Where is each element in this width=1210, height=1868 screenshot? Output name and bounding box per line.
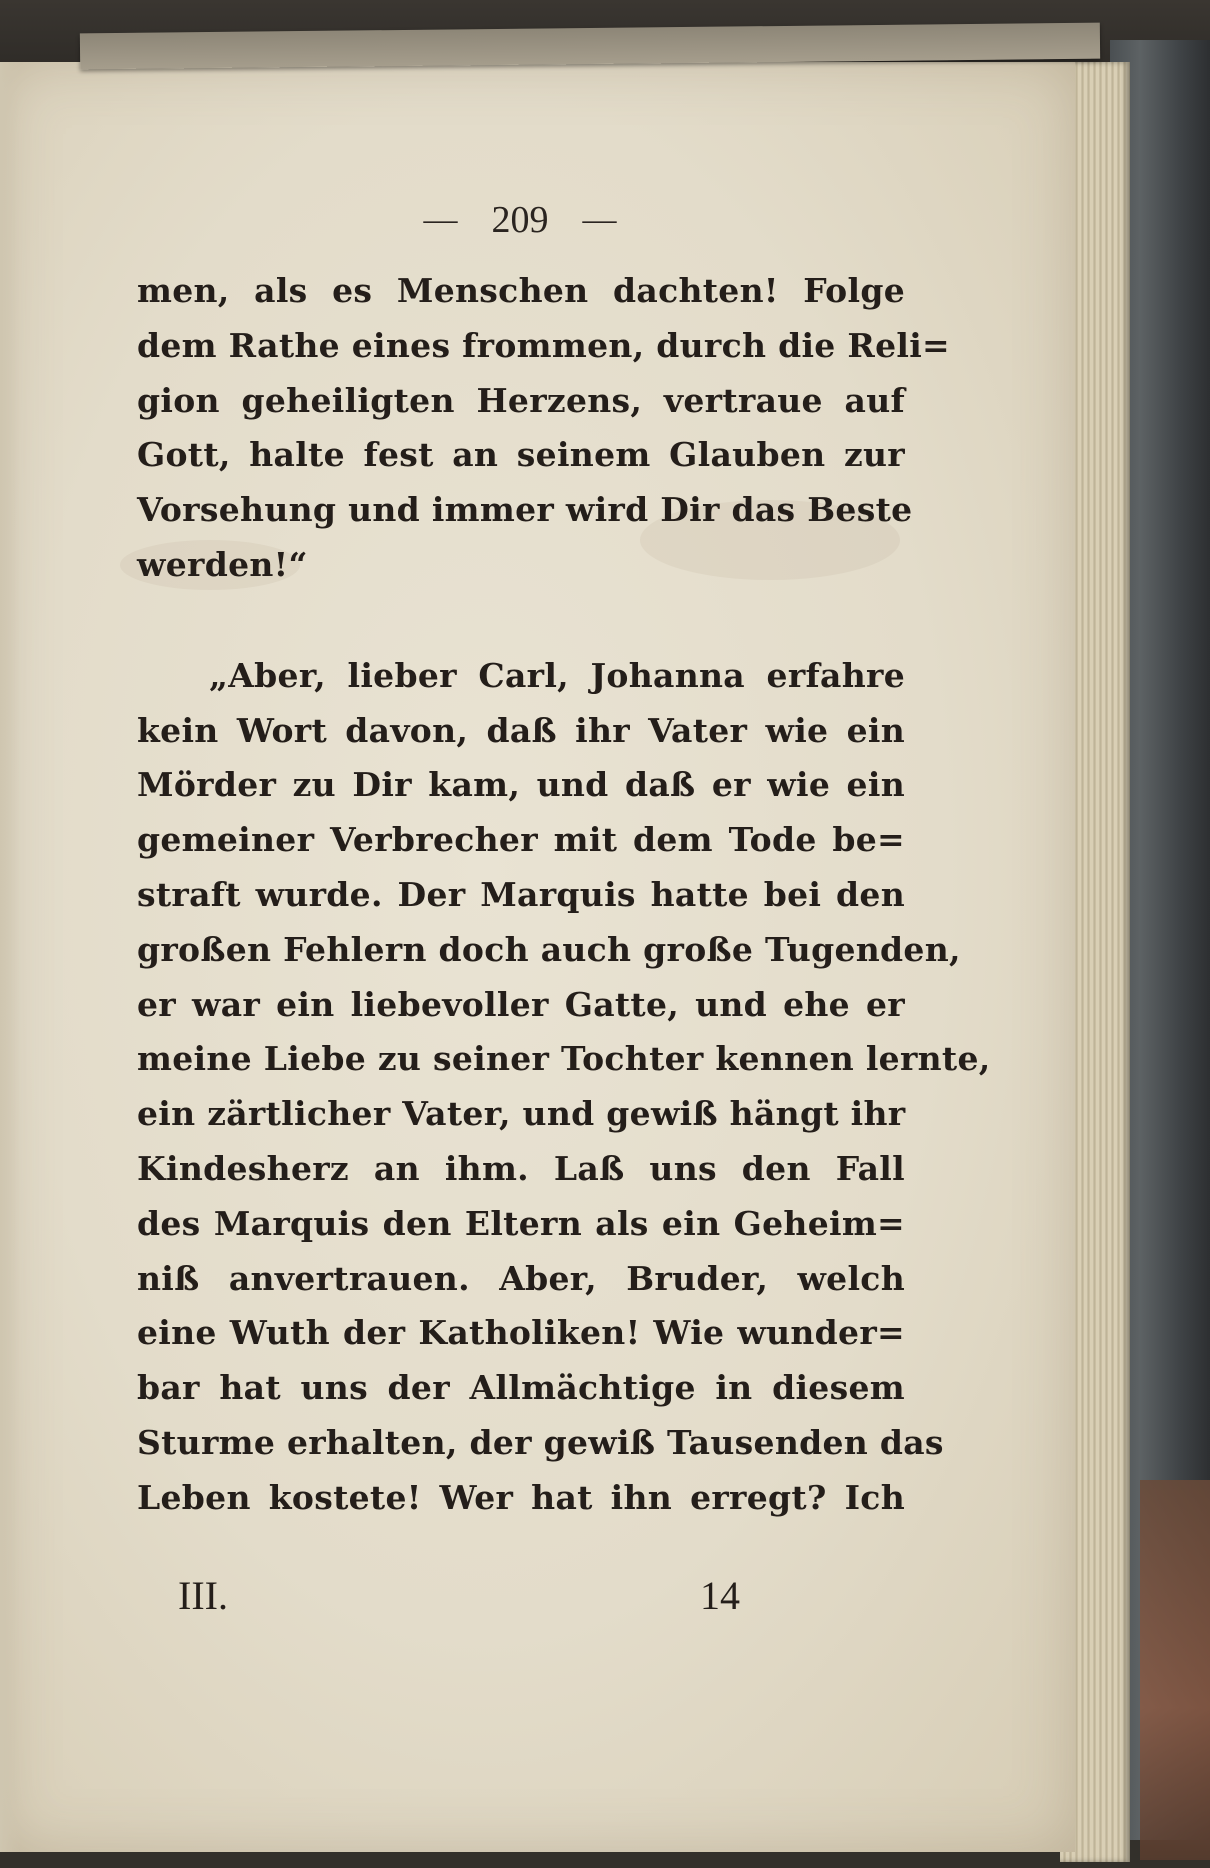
page-header (370, 190, 670, 250)
text-line: „Aber, lieber Carl, Johanna erfahre (209, 655, 905, 695)
gathering-number: 14 (700, 1573, 740, 1618)
text-line: ein zärtlicher Vater, und gewiß hängt ihr (137, 1094, 906, 1134)
page-number: 209 (491, 199, 549, 241)
page-gutter-shade (0, 62, 20, 1852)
text-line: werden!“ (137, 544, 308, 584)
text-line: großen Fehlern doch auch große Tugenden, (137, 929, 961, 969)
text-line: bar hat uns der Allmächtige in diesem (137, 1368, 905, 1408)
body-text (137, 264, 991, 1526)
paragraph-gap (137, 593, 905, 649)
signature-mark: III. (178, 1573, 228, 1618)
text-line: Mörder zu Dir kam, und daß er wie ein (137, 765, 905, 805)
text-line: men, als es Menschen dachten! Folge (137, 271, 905, 310)
text-line: dem Rathe eines frommen, durch die Reli= (137, 325, 951, 365)
text-line: gion geheiligten Herzens, vertraue auf (137, 380, 905, 420)
header-dash-right: — (582, 201, 617, 238)
text-line: Gott, halte fest an seinem Glauben zur (137, 435, 905, 475)
text-line: niß anvertrauen. Aber, Bruder, welch (137, 1258, 905, 1298)
text-line: straft wurde. Der Marquis hatte bei den (137, 874, 905, 914)
cover-leather-patch (1140, 1480, 1210, 1860)
text-line: eine Wuth der Katholiken! Wie wunder= (137, 1313, 905, 1353)
text-line: Sturme erhalten, der gewiß Tausenden das (137, 1422, 944, 1462)
header-dash-left: — (423, 201, 458, 238)
text-line: gemeiner Verbrecher mit dem Tode be= (137, 820, 905, 860)
text-line: Leben kostete! Wer hat ihn erregt? Ich (137, 1477, 905, 1517)
text-line: des Marquis den Eltern als ein Geheim= (137, 1203, 905, 1243)
text-line: meine Liebe zu seiner Tochter kennen lernte, (137, 1039, 991, 1079)
page-footer (160, 1572, 760, 1632)
text-line: er war ein liebevoller Gatte, und ehe er (137, 984, 905, 1024)
text-line: Vorsehung und immer wird Dir das Beste (137, 490, 913, 530)
text-line: kein Wort davon, daß ihr Vater wie ein (137, 710, 905, 750)
text-line: Kindesherz an ihm. Laß uns den Fall (137, 1148, 905, 1188)
